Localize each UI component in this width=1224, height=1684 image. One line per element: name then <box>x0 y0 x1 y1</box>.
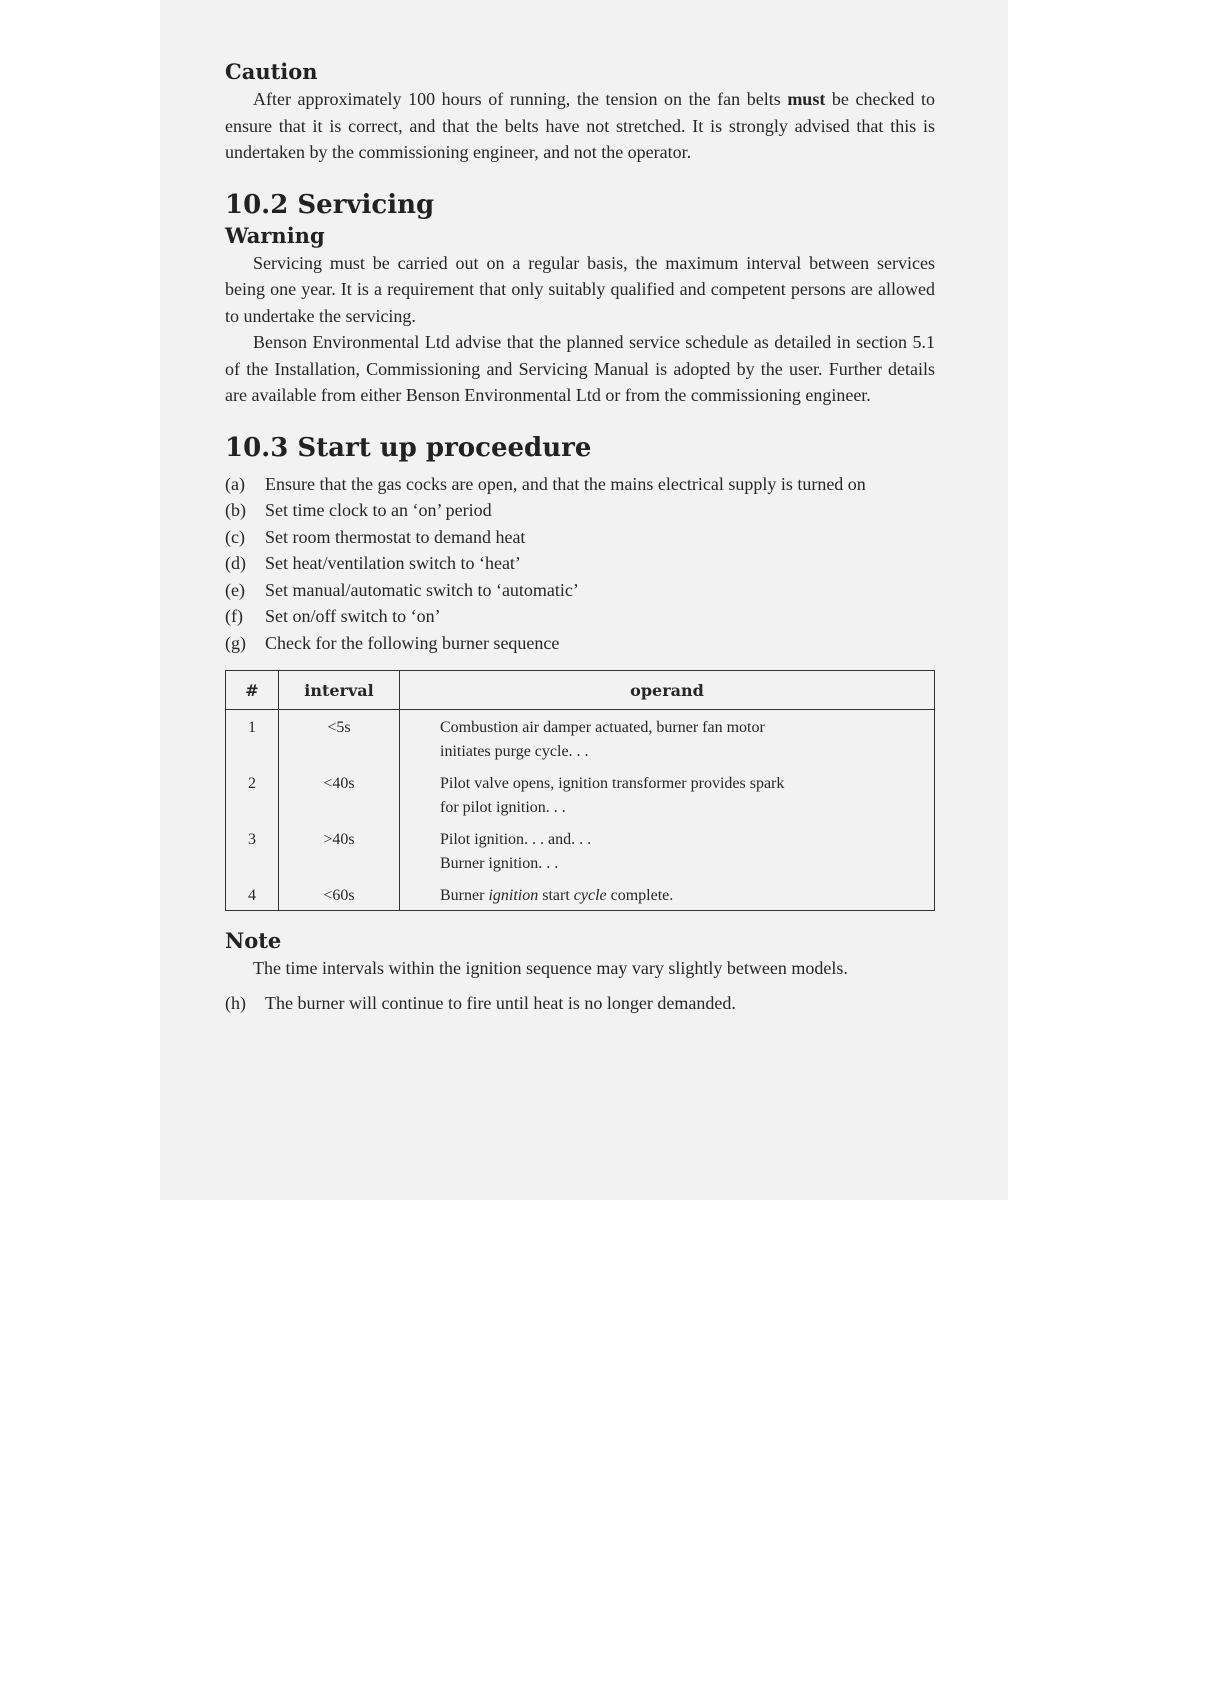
cell-number: 3 <box>226 822 279 878</box>
step-item <box>225 550 935 577</box>
table-row <box>226 766 935 822</box>
step-label: (e) <box>225 579 245 600</box>
table-row <box>226 710 935 767</box>
final-step-list <box>225 990 935 1017</box>
step-label: (h) <box>225 992 246 1013</box>
step-item <box>225 497 935 524</box>
step-text: Set time clock to an ‘on’ period <box>265 500 492 520</box>
step-item <box>225 524 935 551</box>
caution-paragraph <box>225 86 935 166</box>
servicing-paragraph-1: Servicing must be carried out on a regular basis, the maximum interval between services being one year. It is a requirement that only suitably qualified and competent persons are allowed to undertake the servicing. <box>225 252 935 326</box>
operand-text: Burner <box>440 887 489 904</box>
cell-operand <box>400 766 935 822</box>
cell-interval: <60s <box>279 878 400 911</box>
cell-number: 4 <box>226 878 279 911</box>
cell-operand <box>400 878 935 911</box>
header-interval: interval <box>279 671 400 710</box>
operand-italic: cycle <box>573 887 607 904</box>
step-item <box>225 990 935 1017</box>
operand-text: complete. <box>606 887 674 904</box>
step-text: Set on/off switch to ‘on’ <box>265 606 441 626</box>
burner-sequence-table <box>225 670 935 911</box>
operand-italic: ignition <box>488 887 539 904</box>
caution-text-1: After approximately 100 hours of running, the tension on the fan belts <box>253 89 788 109</box>
cell-interval: <40s <box>279 766 400 822</box>
operand-line: Burner ignition. . . <box>440 855 559 872</box>
servicing-paragraph-2: Benson Environmental Ltd advise that the planned service schedule as detailed in section 5.1 of the Installation, Commissioning and Servicing Manual is adopted by the user. Further details are available from either Benson Environmental Ltd or from the commissioning engineer. <box>225 332 935 405</box>
startup-heading: 10.3 Start up proceedure <box>225 432 592 463</box>
operand-line: for pilot ignition. . . <box>440 799 566 816</box>
table-row <box>226 878 935 911</box>
cell-interval: <5s <box>279 710 400 767</box>
cell-number: 1 <box>226 710 279 767</box>
step-text: Check for the following burner sequence <box>265 632 560 653</box>
cell-number: 2 <box>226 766 279 822</box>
warning-heading: Warning <box>225 222 325 248</box>
step-label: (f) <box>225 606 243 626</box>
step-label: (a) <box>225 473 245 494</box>
startup-steps-list <box>225 471 935 657</box>
caution-heading: Caution <box>225 59 318 84</box>
step-item <box>225 471 935 498</box>
note-paragraph: The time intervals within the ignition sequence may vary slightly between models. <box>253 958 848 978</box>
step-text: Set manual/automatic switch to ‘automatic’ <box>265 579 579 600</box>
table-header-row <box>226 671 935 710</box>
cell-operand <box>400 822 935 878</box>
operand-line: Combustion air damper actuated, burner fan motor <box>440 719 765 736</box>
step-text: Set heat/ventilation switch to ‘heat’ <box>265 553 521 573</box>
step-item <box>225 577 935 604</box>
operand-line: initiates purge cycle. . . <box>440 743 589 760</box>
operand-line: Pilot valve opens, ignition transformer provides spark <box>440 775 785 792</box>
cell-interval: >40s <box>279 822 400 878</box>
document-content <box>225 58 935 1016</box>
table-row <box>226 822 935 878</box>
operand-text: start <box>538 887 574 904</box>
note-heading: Note <box>225 928 282 953</box>
step-label: (c) <box>225 526 245 547</box>
operand-line: Pilot ignition. . . and. . . <box>440 831 592 848</box>
servicing-heading: 10.2 Servicing <box>225 189 435 220</box>
step-label: (g) <box>225 632 246 653</box>
step-text: The burner will continue to fire until heat is no longer demanded. <box>265 992 736 1013</box>
caution-text-2: be checked to ensure that it is correct, and that the belts have not stretched. It is strongly advised that this is undertaken by the commissioning engineer, and not the operator. <box>225 89 936 162</box>
step-text: Ensure that the gas cocks are open, and that the mains electrical supply is turned on <box>265 473 866 494</box>
step-item <box>225 603 935 630</box>
cell-operand <box>400 710 935 767</box>
step-label: (b) <box>225 500 246 520</box>
caution-text-bold: must <box>787 89 826 109</box>
step-text: Set room thermostat to demand heat <box>265 526 526 547</box>
step-label: (d) <box>225 553 246 573</box>
step-item <box>225 630 935 657</box>
header-operand: operand <box>400 671 935 710</box>
header-number: # <box>226 671 279 710</box>
